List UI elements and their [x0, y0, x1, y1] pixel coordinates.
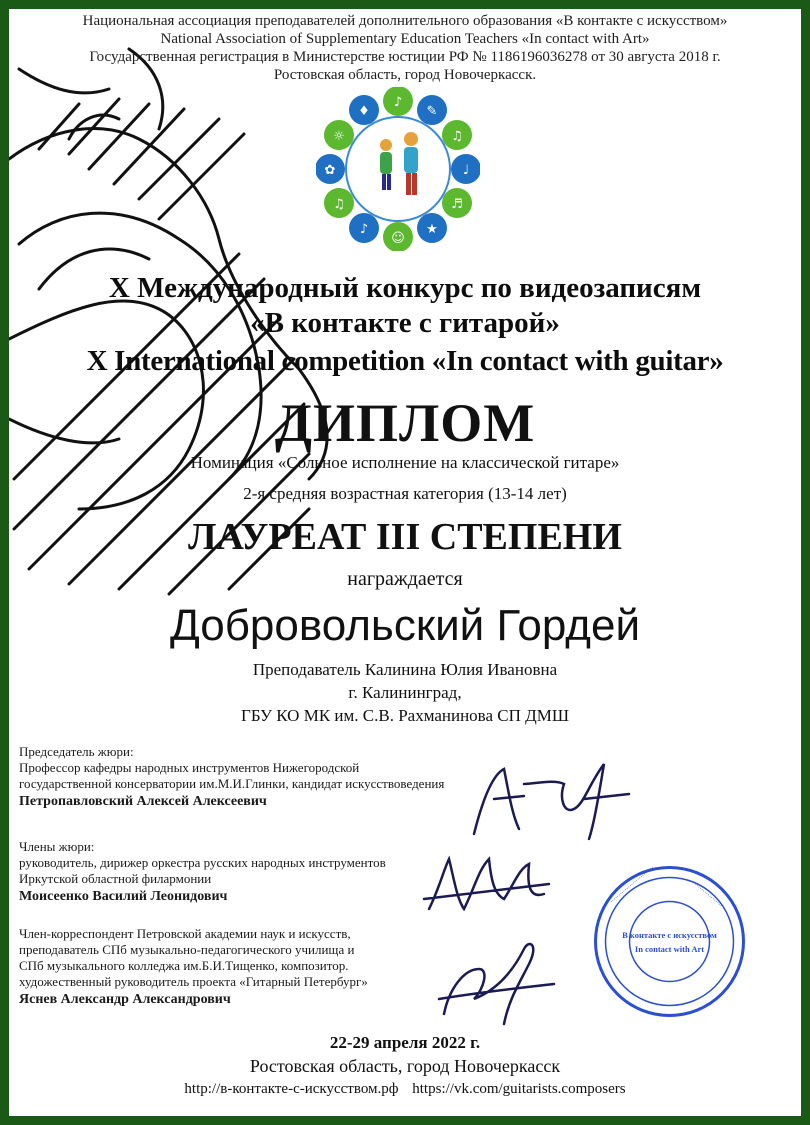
association-name-ru: Национальная ассоциация преподавателей дополнительного образования «В контакте с искусством» — [82, 13, 728, 29]
jury-member-1-name: Моисеенко Василий Леонидович — [19, 889, 228, 904]
svg-text:♫: ♫ — [333, 197, 345, 212]
jury-chair-desc-2: государственной консерватории им.М.И.Глинки, кандидат искусствоведения — [19, 776, 445, 791]
competition-place: Ростовская область, город Новочеркасск — [249, 1056, 561, 1076]
winner-name: Добровольский Гордей — [169, 601, 641, 650]
registration-info: Государственная регистрация в Министерстве юстиции РФ № 1186196036278 от 30 августа 2018 г. — [89, 49, 721, 65]
competition-title-ru: X Международный конкурс по видеозаписям — [108, 272, 702, 304]
svg-text:♦: ♦ — [358, 104, 370, 119]
jury-chair-name: Петропавловский Алексей Алексеевич — [19, 794, 267, 809]
svg-text:···························: ··························· — [608, 864, 657, 906]
school-name: ГБУ КО МК им. С.В. Рахманинова СП ДМШ — [240, 706, 569, 725]
jury-member-2-block — [19, 926, 489, 1008]
competition-title-en: X International competition «In contact with guitar» — [86, 345, 724, 377]
laureate-degree: ЛАУРЕАТ III СТЕПЕНИ — [188, 516, 622, 558]
awarded-label: награждается — [347, 568, 463, 590]
svg-text:✎: ✎ — [426, 104, 438, 119]
jury-member-1-block — [19, 839, 489, 905]
svg-text:♫: ♫ — [451, 129, 463, 144]
association-location: Ростовская область, город Новочеркасск. — [273, 67, 537, 83]
website-link[interactable]: http://в-контакте-с-искусством.рф — [184, 1081, 399, 1097]
jury-member-2-name: Яснев Александр Александрович — [19, 992, 231, 1007]
jury-chair-desc-1: Профессор кафедры народных инструментов Нижегородской — [19, 760, 360, 775]
stamp-text-ru: В контакте с искусством — [622, 930, 717, 940]
svg-text:★: ★ — [426, 222, 438, 237]
jury-chair-block — [19, 744, 489, 810]
city: г. Калининград, — [348, 683, 462, 702]
svg-text:☺: ☺ — [391, 231, 405, 246]
vk-link[interactable]: https://vk.com/guitarists.composers — [412, 1081, 626, 1097]
svg-text:♪: ♪ — [393, 95, 403, 110]
teacher-name: Преподаватель Калинина Юлия Ивановна — [252, 660, 558, 679]
svg-text:♬: ♬ — [451, 197, 463, 212]
stamp-text-en: In contact with Art — [634, 944, 705, 954]
official-stamp-icon — [592, 864, 747, 1019]
jury-member-2-desc-2: преподаватель СПб музыкально-педагогического училища и — [19, 942, 355, 957]
svg-text:··················: ·················· — [690, 879, 725, 910]
jury-member-2-desc-3: СПб музыкального колледжа им.Б.И.Тищенко, композитор. — [19, 958, 349, 973]
svg-text:♪: ♪ — [359, 222, 369, 237]
jury-member-1-desc-1: руководитель, дирижер оркестра русских народных инструментов — [19, 855, 386, 870]
association-name-en: National Association of Supplementary Education Teachers «In contact with Art» — [160, 31, 650, 47]
flower-logo-icon — [316, 87, 480, 251]
diploma-heading: ДИПЛОМ — [274, 393, 536, 453]
nomination: Номинация «Сольное исполнение на классической гитаре» — [190, 453, 620, 472]
age-category: 2-я средняя возрастная категория (13-14 лет) — [243, 484, 567, 503]
jury-chair-label: Председатель жюри: — [19, 744, 134, 759]
svg-text:✿: ✿ — [324, 163, 336, 178]
chair-signature-icon — [464, 754, 639, 844]
footer-links — [9, 1081, 801, 1098]
competition-subtitle-ru: «В контакте с гитарой» — [250, 307, 560, 339]
jury-member-2-desc-1: Член-корреспондент Петровской академии наук и искусств, — [19, 926, 351, 941]
jury-member-2-desc-4: художественный руководитель проекта «Гитарный Петербург» — [19, 974, 368, 989]
diploma-sheet — [9, 9, 801, 1116]
svg-text:☼: ☼ — [333, 129, 345, 144]
svg-text:♩: ♩ — [462, 163, 470, 178]
competition-dates: 22-29 апреля 2022 г. — [329, 1033, 481, 1052]
jury-member-1-desc-2: Иркутской областной филармонии — [19, 871, 212, 886]
jury-members-label: Члены жюри: — [19, 839, 95, 854]
